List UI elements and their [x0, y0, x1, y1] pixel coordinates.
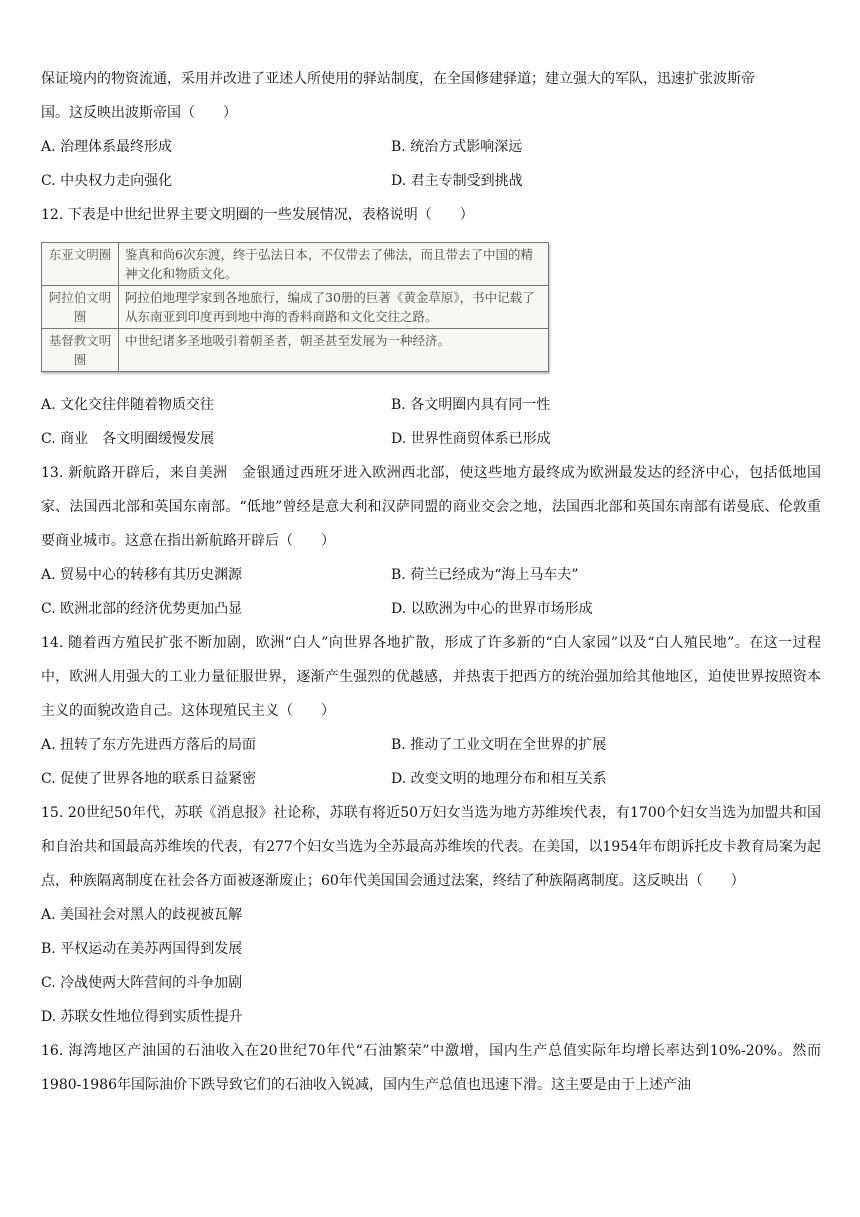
q12-options	[41, 388, 821, 456]
q15-option-a[interactable]: A. 美国社会对黑人的歧视被瓦解	[41, 907, 243, 923]
q12-table-container	[41, 242, 549, 372]
q15-options	[41, 898, 821, 1034]
q11-stem-line-1: 保证境内的物资流通，采用并改进了亚述人所使用的驿站制度，在全国修建驿道；建立强大的军队，迅速扩张波斯帝	[41, 71, 755, 87]
table-row	[42, 243, 549, 286]
q14-stem: 14. 随着西方殖民扩张不断加剧，欧洲“白人”向世界各地扩散，形成了许多新的“白人家园”以及“白人殖民地”。在这一过程中，欧洲人用强大的工业力量征服世界，逐渐产生强烈的优越感，并热衷于把西方的统治强加给其他地区，迫使世界按照资本主义的面貌改造自己。这体现殖民主义（ ）	[41, 635, 821, 719]
table-row-head: 东亚文明圈	[42, 243, 119, 286]
exam-page	[41, 62, 821, 1102]
table-row	[42, 329, 549, 372]
table-row-head: 阿拉伯文明圈	[42, 286, 119, 329]
q13-option-a[interactable]: A. 贸易中心的转移有其历史渊源	[41, 567, 243, 583]
q11-option-b[interactable]: B. 统治方式影响深远	[391, 139, 523, 155]
q11-options	[41, 130, 821, 198]
q14-option-c[interactable]: C. 促使了世界各地的联系日益紧密	[41, 771, 257, 787]
q13-options	[41, 558, 821, 626]
q12-stem: 12. 下表是中世纪世界主要文明圈的一些发展情况，表格说明（ ）	[41, 207, 474, 223]
q13-option-d[interactable]: D. 以欧洲为中心的世界市场形成	[391, 601, 593, 617]
table-row-body: 鉴真和尚6次东渡，终于弘法日本，不仅带去了佛法，而且带去了中国的精神文化和物质文化。	[119, 243, 549, 286]
q12-option-c[interactable]: C. 商业 各文明圈缓慢发展	[41, 431, 215, 447]
table-row	[42, 286, 549, 329]
q15-option-c[interactable]: C. 冷战使两大阵营间的斗争加剧	[41, 975, 243, 991]
q14-option-a[interactable]: A. 扭转了东方先进西方落后的局面	[41, 737, 257, 753]
q13-option-b[interactable]: B. 荷兰已经成为“海上马车夫”	[391, 567, 579, 583]
q14-options	[41, 728, 821, 796]
q15-option-b[interactable]: B. 平权运动在美苏两国得到发展	[41, 941, 243, 957]
q12-option-b[interactable]: B. 各文明圈内具有同一性	[391, 397, 551, 413]
q11-option-c[interactable]: C. 中央权力走向强化	[41, 173, 173, 189]
q11-option-a[interactable]: A. 治理体系最终形成	[41, 139, 173, 155]
q13-option-c[interactable]: C. 欧洲北部的经济优势更加凸显	[41, 601, 243, 617]
q15-option-d[interactable]: D. 苏联女性地位得到实质性提升	[41, 1009, 243, 1025]
q16-stem: 16. 海湾地区产油国的石油收入在20世纪70年代“石油繁荣”中激增，国内生产总值实际年均增长率达到10%-20%。然而1980-1986年国际油价下跌导致它们的石油收入锐减，国内生产总值也迅速下滑。这主要是由于上述产油	[41, 1043, 821, 1093]
q12-option-d[interactable]: D. 世界性商贸体系已形成	[391, 431, 551, 447]
q14-option-d[interactable]: D. 改变文明的地理分布和相互关系	[391, 771, 607, 787]
q12-table	[41, 242, 549, 372]
table-row-head: 基督教文明圈	[42, 329, 119, 372]
table-row-body: 中世纪诸多圣地吸引着朝圣者，朝圣甚至发展为一种经济。	[119, 329, 549, 372]
q11-stem-line-2: 国。这反映出波斯帝国（ ）	[41, 105, 237, 121]
q15-stem: 15. 20世纪50年代，苏联《消息报》社论称，苏联有将近50万妇女当选为地方苏维埃代表，有1700个妇女当选为加盟共和国和自治共和国最高苏维埃的代表，有277个妇女当选为全苏最高苏维埃的代表。在美国，以1954年布朗诉托皮卡教育局案为起点，种族隔离制度在社会各方面被逐渐废止；60年代美国国会通过法案，终结了种族隔离制度。这反映出（ ）	[41, 805, 821, 889]
q12-option-a[interactable]: A. 文化交往伴随着物质交往	[41, 397, 215, 413]
q11-option-d[interactable]: D. 君主专制受到挑战	[391, 173, 523, 189]
q14-option-b[interactable]: B. 推动了工业文明在全世界的扩展	[391, 737, 607, 753]
q13-stem: 13. 新航路开辟后，来自美洲 金银通过西班牙进入欧洲西北部，使这些地方最终成为欧洲最发达的经济中心，包括低地国家、法国西北部和英国东南部。“低地”曾经是意大利和汉萨同盟的商业交会之地，法国西北部和英国东南部有诺曼底、伦敦重要商业城市。这意在指出新航路开辟后（ ）	[41, 465, 821, 549]
table-row-body: 阿拉伯地理学家到各地旅行，编成了30册的巨著《黄金草原》，书中记载了从东南亚到印度再到地中海的香料商路和文化交往之路。	[119, 286, 549, 329]
